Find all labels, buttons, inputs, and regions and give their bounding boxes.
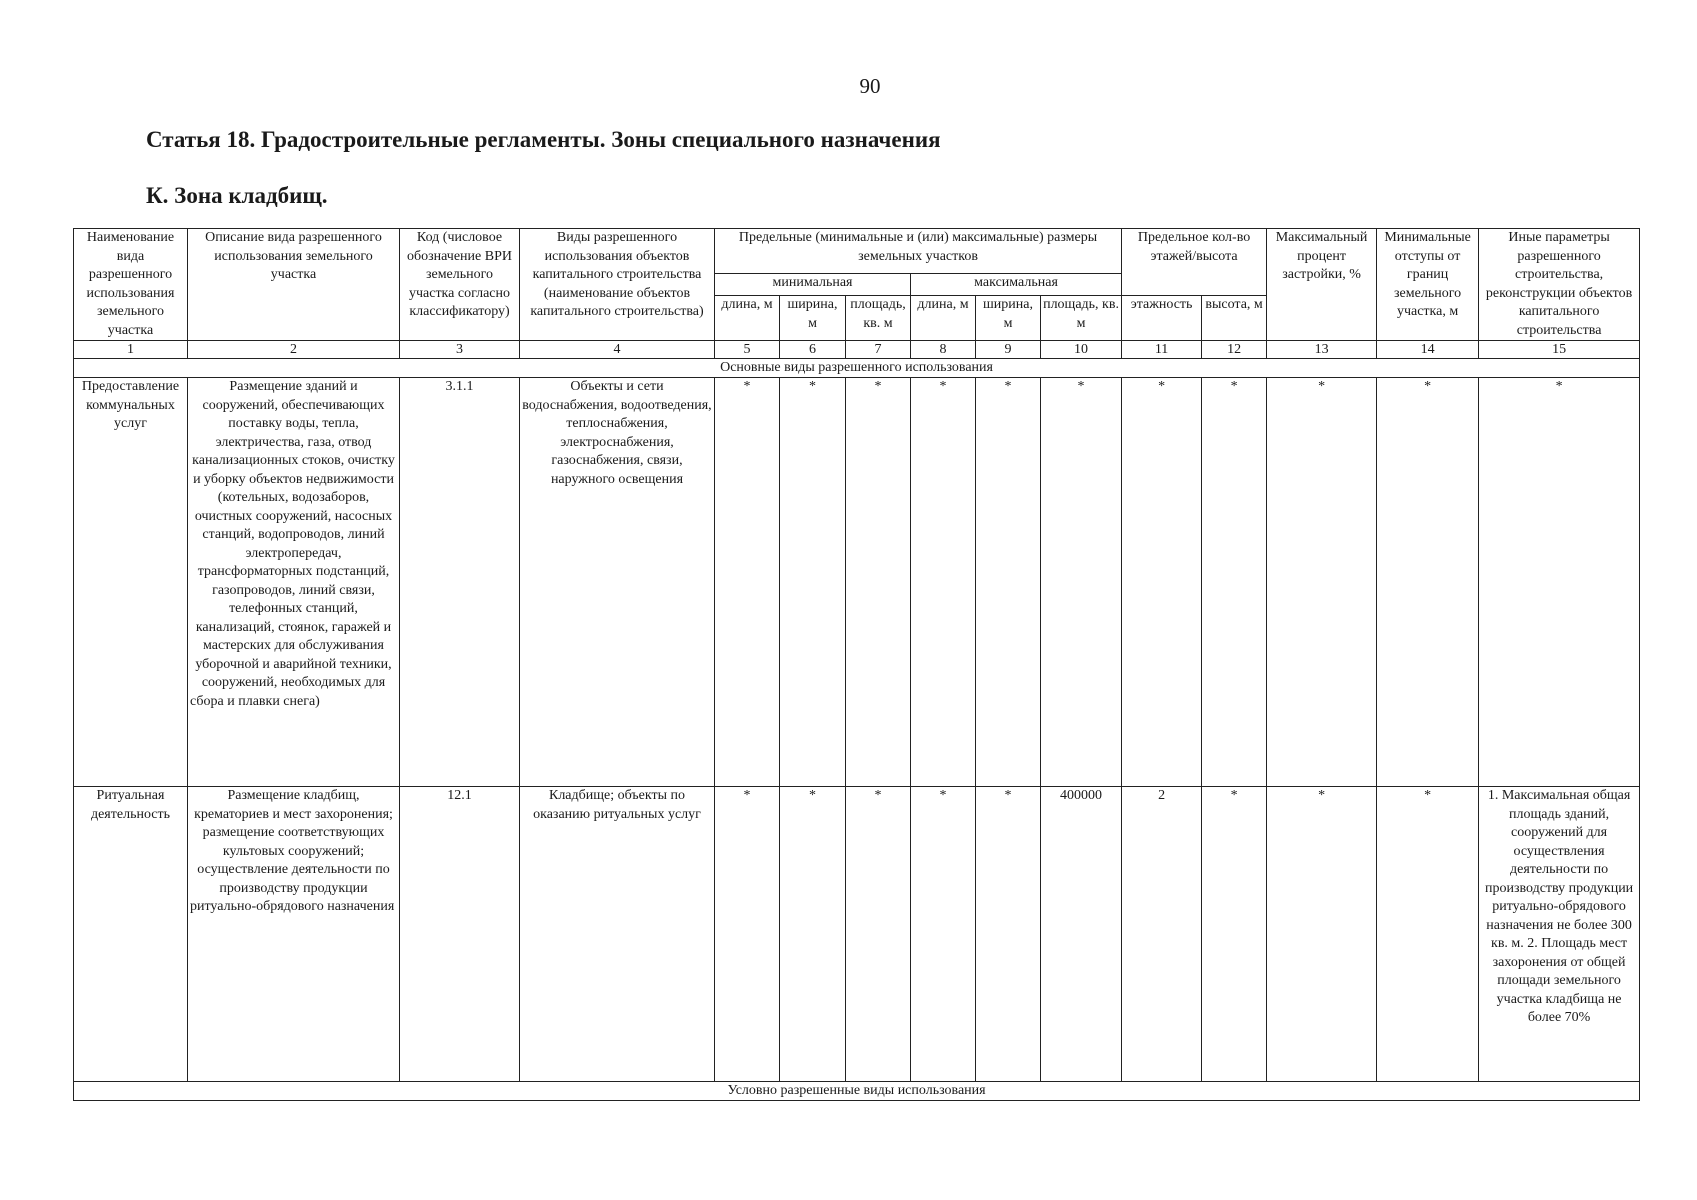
header-min-width: ширина, м <box>780 296 846 341</box>
min-area-cell: * <box>846 378 911 787</box>
setback-cell: * <box>1377 787 1479 1082</box>
header-max-building-percent: Максимальный процент застройки, % <box>1267 229 1377 341</box>
header-plot-size-limits: Предельные (минимальные и (или) максимальные) размеры земельных участков <box>715 229 1122 274</box>
max-area-cell: 400000 <box>1041 787 1122 1082</box>
header-max-length: длина, м <box>911 296 976 341</box>
header-maximal: максимальная <box>911 273 1122 296</box>
column-numbers-row <box>74 341 1640 359</box>
header-floors-height: Предельное кол-во этажей/высота <box>1122 229 1267 296</box>
header-floors: этажность <box>1122 296 1202 341</box>
section-conditional-row <box>74 1082 1640 1101</box>
page-number: 90 <box>859 74 881 98</box>
section-main-row <box>74 359 1640 378</box>
header-min-length: длина, м <box>715 296 780 341</box>
column-number: 8 <box>911 341 976 359</box>
capital-objects-cell: Кладбище; объекты по оказанию ритуальных услуг <box>520 787 715 1082</box>
vri-description-cell: Размещение зданий и сооружений, обеспечивающих поставку воды, тепла, электричества, газа, отвод канализационных стоков, очистку и уборку объектов недвижимости (котельных, водозаборов, очистных сооружений, насосных станций, водопроводов, линий электропередач, трансформаторных подстанций, газопроводов, линий связи, телефонных станций, канализаций, стоянок, гаражей и мастерских для обслуживания уборочной и аварийной техники, сооружений, необходимых для сбора и плавки снега) <box>188 378 400 787</box>
column-number: 15 <box>1479 341 1640 359</box>
table-row <box>74 787 1640 1082</box>
column-number: 14 <box>1377 341 1479 359</box>
max-area-cell: * <box>1041 378 1122 787</box>
other-parameters-cell: * <box>1479 378 1640 787</box>
column-number: 7 <box>846 341 911 359</box>
column-number: 10 <box>1041 341 1122 359</box>
table-row <box>74 378 1640 787</box>
header-max-width: ширина, м <box>976 296 1041 341</box>
max-length-cell: * <box>911 787 976 1082</box>
height-cell: * <box>1202 787 1267 1082</box>
min-width-cell: * <box>780 378 846 787</box>
header-min-setbacks: Минимальные отступы от границ земельного участка, м <box>1377 229 1479 341</box>
column-number: 1 <box>74 341 188 359</box>
vri-name-cell: Предоставление коммунальных услуг <box>74 378 188 787</box>
regulations-table <box>73 228 1640 1101</box>
column-number: 6 <box>780 341 846 359</box>
zone-subtitle: К. Зона кладбищ. <box>146 183 328 208</box>
min-width-cell: * <box>780 787 846 1082</box>
header-vri-name: Наименование вида разрешенного использования земельного участка <box>74 229 188 341</box>
header-height: высота, м <box>1202 296 1267 341</box>
floors-cell: 2 <box>1122 787 1202 1082</box>
setback-cell: * <box>1377 378 1479 787</box>
header-vri-description: Описание вида разрешенного использования земельного участка <box>188 229 400 341</box>
column-number: 3 <box>400 341 520 359</box>
vri-name-cell: Ритуальная деятельность <box>74 787 188 1082</box>
header-min-area: площадь, кв. м <box>846 296 911 341</box>
floors-cell: * <box>1122 378 1202 787</box>
header-vri-code: Код (числовое обозначение ВРИ земельного участка согласно классификатору) <box>400 229 520 341</box>
vri-code-cell: 12.1 <box>400 787 520 1082</box>
max-width-cell: * <box>976 378 1041 787</box>
column-number: 5 <box>715 341 780 359</box>
max-length-cell: * <box>911 378 976 787</box>
column-number: 2 <box>188 341 400 359</box>
header-minimal: минимальная <box>715 273 911 296</box>
capital-objects-cell: Объекты и сети водоснабжения, водоотведения, теплоснабжения, электроснабжения, газоснабжения, связи, наружного освещения <box>520 378 715 787</box>
vri-description-cell: Размещение кладбищ, крематориев и мест захоронения; размещение соответствующих культовых сооружений; осуществление деятельности по производству продукции ритуально-обрядового назначения <box>188 787 400 1082</box>
min-area-cell: * <box>846 787 911 1082</box>
column-number: 4 <box>520 341 715 359</box>
height-cell: * <box>1202 378 1267 787</box>
header-max-area: площадь, кв. м <box>1041 296 1122 341</box>
other-parameters-cell: 1. Максимальная общая площадь зданий, сооружений для осуществления деятельности по производству продукции ритуально-обрядового назначения не более 300 кв. м. 2. Площадь мест захоронения от общей площади земельного участка кладбища не более 70% <box>1479 787 1640 1082</box>
header-other-parameters: Иные параметры разрешенного строительства, реконструкции объектов капитального строительства <box>1479 229 1640 341</box>
min-length-cell: * <box>715 787 780 1082</box>
column-number: 9 <box>976 341 1041 359</box>
building-percent-cell: * <box>1267 378 1377 787</box>
vri-code-cell: 3.1.1 <box>400 378 520 787</box>
column-number: 12 <box>1202 341 1267 359</box>
header-row-1 <box>74 229 1640 274</box>
column-number: 11 <box>1122 341 1202 359</box>
section-main-title: Основные виды разрешенного использования <box>74 359 1640 378</box>
header-capital-objects: Виды разрешенного использования объектов капитального строительства (наименование объектов капитального строительства) <box>520 229 715 341</box>
min-length-cell: * <box>715 378 780 787</box>
column-number: 13 <box>1267 341 1377 359</box>
building-percent-cell: * <box>1267 787 1377 1082</box>
article-title: Статья 18. Градостроительные регламенты. Зоны специального назначения <box>146 127 941 152</box>
section-conditional-title: Условно разрешенные виды использования <box>74 1082 1640 1101</box>
max-width-cell: * <box>976 787 1041 1082</box>
